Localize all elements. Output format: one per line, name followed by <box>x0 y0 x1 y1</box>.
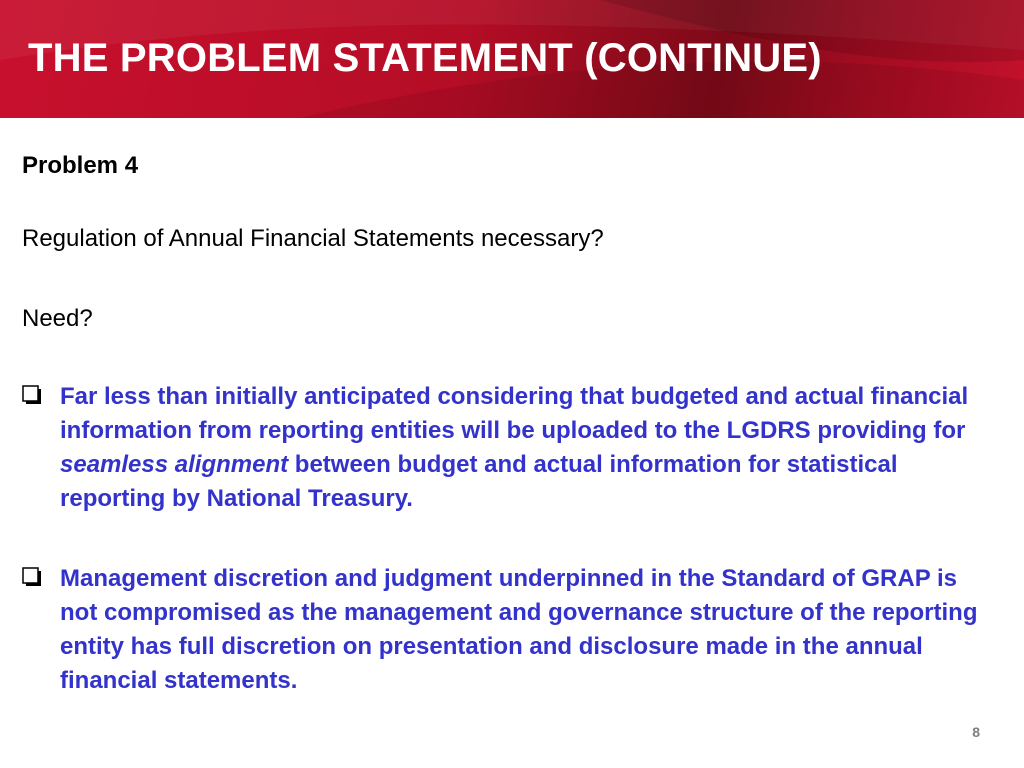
bullet-text-part: between budget and actual information for statistical reporting by National Treasury. <box>60 451 898 512</box>
checkbox-bullet-icon <box>22 385 42 405</box>
problem-heading: Problem 4 <box>22 152 139 179</box>
bullet-italic-text: seamless alignment <box>60 451 289 478</box>
need-label: Need? <box>22 305 93 332</box>
bullet-text: Management discretion and judgment underpinned in the Standard of GRAP is not compromised as the management and governance structure of the reporting entity has full discretion on presentation and disclosure made in the annual financial statements. <box>60 565 978 694</box>
question-text: Regulation of Annual Financial Statements necessary? <box>22 225 604 252</box>
bullet-text <box>60 380 992 516</box>
header-banner <box>0 0 1024 118</box>
bullet-item <box>22 380 992 516</box>
bullet-item <box>22 562 992 698</box>
checkbox-bullet-icon <box>22 567 42 587</box>
page-number: 8 <box>972 724 980 740</box>
slide-title: THE PROBLEM STATEMENT (CONTINUE) <box>28 36 822 80</box>
bullet-text-part: Far less than initially anticipated considering that budgeted and actual financial information from reporting entities will be uploaded to the LGDRS providing for <box>60 383 969 444</box>
